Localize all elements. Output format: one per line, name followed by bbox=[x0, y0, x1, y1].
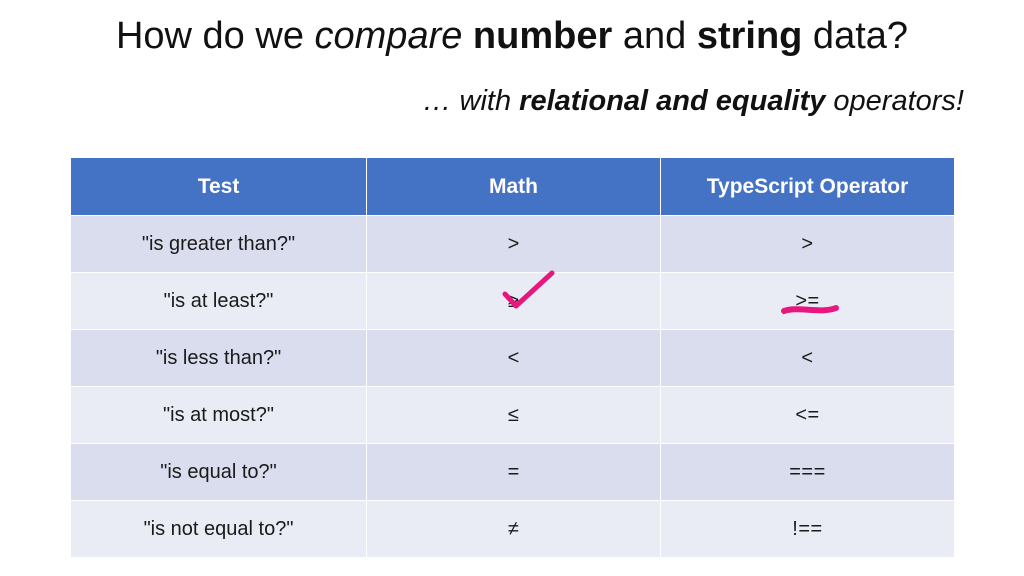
comparison-table-wrapper bbox=[70, 157, 954, 558]
table-row bbox=[71, 387, 955, 444]
page-title bbox=[0, 14, 1024, 60]
cell-operator: !== bbox=[661, 501, 955, 558]
cell-test: "is at most?" bbox=[71, 387, 367, 444]
column-header-operator: TypeScript Operator bbox=[661, 158, 955, 216]
cell-operator: === bbox=[661, 444, 955, 501]
title-space-1 bbox=[462, 15, 473, 57]
subtitle-prefix: … with bbox=[422, 85, 520, 117]
page-subtitle bbox=[422, 84, 964, 119]
table-body bbox=[71, 216, 955, 558]
title-part-compare: compare bbox=[314, 15, 463, 57]
cell-test: "is not equal to?" bbox=[71, 501, 367, 558]
title-part-string: string bbox=[696, 15, 803, 57]
column-header-math: Math bbox=[367, 158, 661, 216]
cell-test: "is less than?" bbox=[71, 330, 367, 387]
cell-math: ≠ bbox=[367, 501, 661, 558]
table-header bbox=[71, 158, 955, 216]
title-part-number: number bbox=[472, 15, 613, 57]
cell-test: "is equal to?" bbox=[71, 444, 367, 501]
cell-math: < bbox=[367, 330, 661, 387]
cell-operator: > bbox=[661, 216, 955, 273]
table-row bbox=[71, 501, 955, 558]
cell-math: ≤ bbox=[367, 387, 661, 444]
table-header-row bbox=[71, 158, 955, 216]
title-part-1: How do we bbox=[115, 15, 315, 57]
table-row bbox=[71, 216, 955, 273]
table-row bbox=[71, 330, 955, 387]
title-part-and: and bbox=[612, 15, 697, 57]
table-row bbox=[71, 273, 955, 330]
title-part-end: data? bbox=[802, 15, 909, 57]
table-row bbox=[71, 444, 955, 501]
cell-math: > bbox=[367, 216, 661, 273]
column-header-test: Test bbox=[71, 158, 367, 216]
cell-math: ≥ bbox=[367, 273, 661, 330]
cell-test: "is greater than?" bbox=[71, 216, 367, 273]
cell-operator: < bbox=[661, 330, 955, 387]
cell-test: "is at least?" bbox=[71, 273, 367, 330]
subtitle-emphasis: relational and equality bbox=[519, 85, 826, 117]
cell-math: = bbox=[367, 444, 661, 501]
cell-operator: <= bbox=[661, 387, 955, 444]
cell-operator: >= bbox=[661, 273, 955, 330]
comparison-table bbox=[70, 157, 955, 558]
subtitle-suffix: operators! bbox=[825, 85, 964, 117]
